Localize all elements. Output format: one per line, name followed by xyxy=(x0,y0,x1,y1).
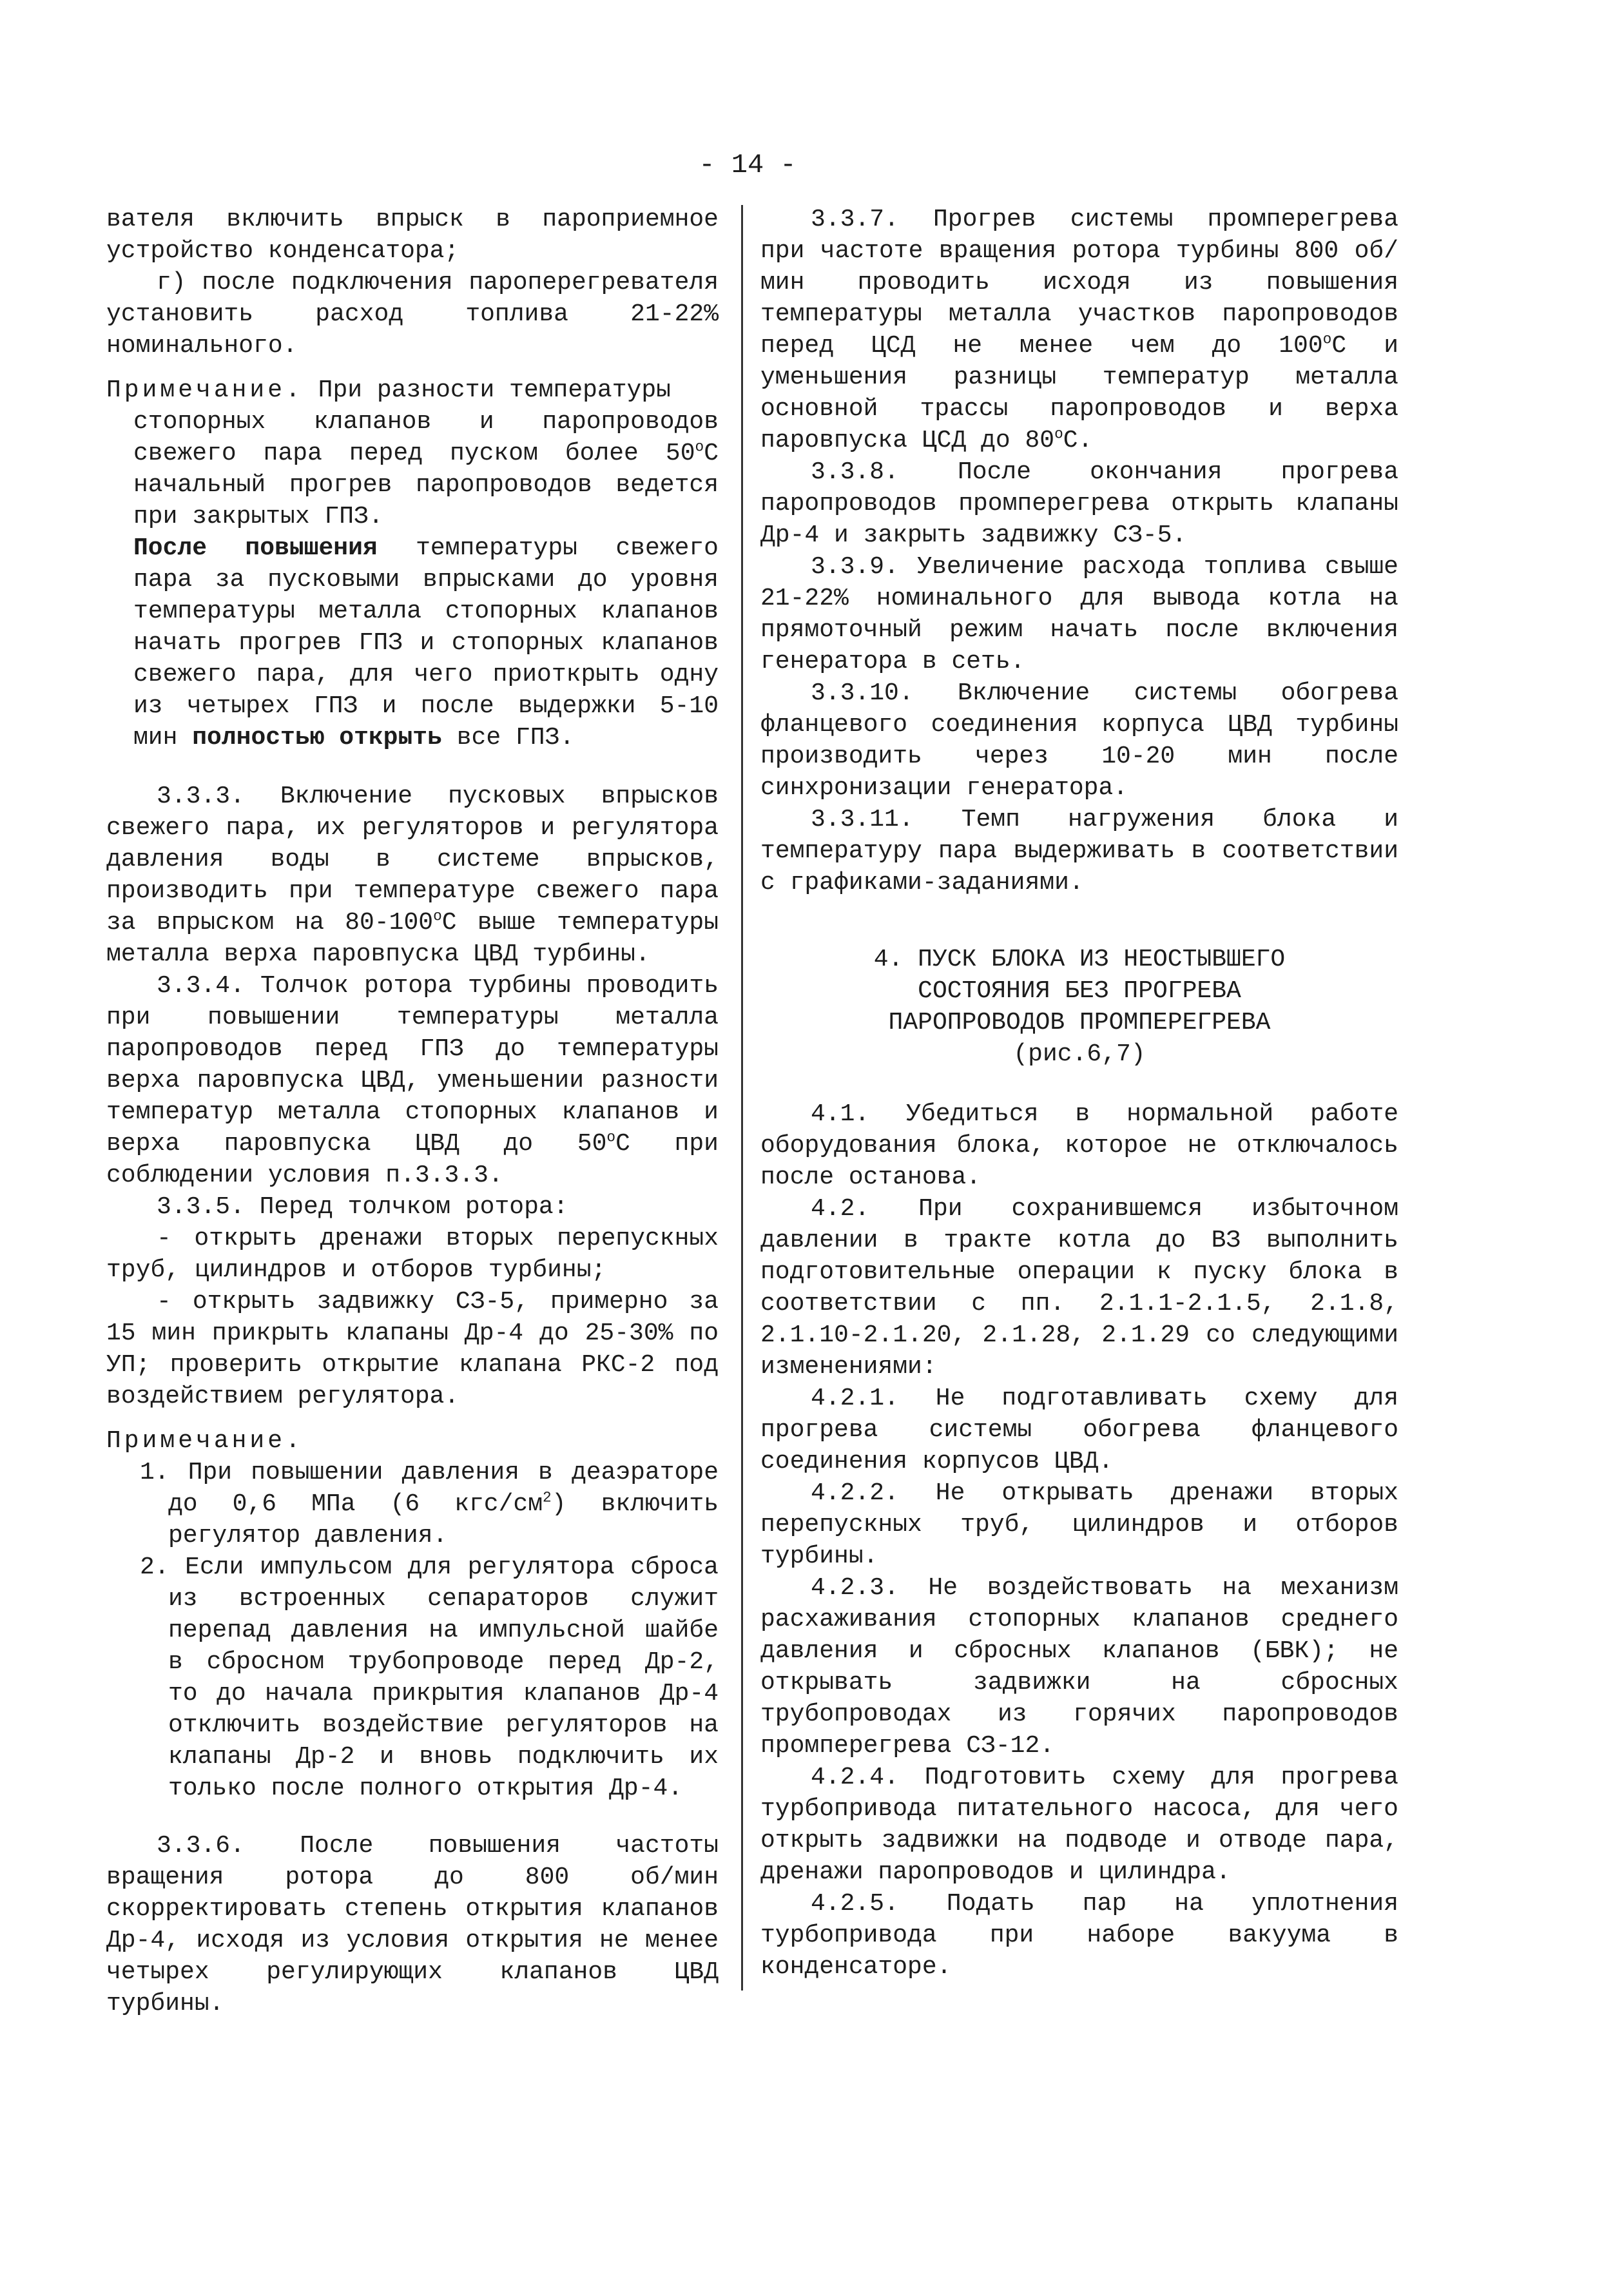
text: С. xyxy=(1063,427,1093,454)
section-heading-line: СОСТОЯНИЯ БЕЗ ПРОГРЕВА xyxy=(918,977,1241,1005)
paragraph: 4.2.1. Не подготавливать схему для прогрева системы обогрева фланцевого соединения корпусов ЦВД. xyxy=(760,1385,1398,1475)
power-sup: 2 xyxy=(543,1489,552,1506)
note-first-line xyxy=(106,375,719,406)
text: 3.3.7. Прогрев системы промперегрева при частоте вращения ротора турбины 800 об/мин проводить исходя из повышения температуры металла участков паропроводов перед ЦСД не менее чем до 100 xyxy=(760,206,1398,360)
text: ) включить регулятор давления. xyxy=(168,1490,719,1550)
note-text: С начальный прогрев паропроводов ведется при закрытых ГПЗ. xyxy=(133,440,719,531)
paragraph xyxy=(106,970,719,1191)
degree-sup: о xyxy=(606,1129,616,1146)
paragraph: 4.1. Убедиться в нормальной работе оборудования блока, которое не отключалось после останова. xyxy=(760,1100,1398,1191)
paragraph: 3.3.8. После окончания прогрева паропроводов промперегрева открыть клапаны Др-4 и закрыть задвижку СЗ-5. xyxy=(760,458,1398,549)
paragraph: 4.2.4. Подготовить схему для прогрева турбопривода питательного насоса, для чего открыть задвижки на подводе и отводе пара, дренажи паропроводов и цилиндра. xyxy=(760,1764,1398,1886)
section-heading xyxy=(760,944,1398,1070)
paragraph: 3.3.9. Увеличение расхода топлива свыше 21-22% номинального для вывода котла на прямоточный режим начать после включения генератора в сеть. xyxy=(760,553,1398,676)
paragraph: 4.2.5. Подать пар на уплотнения турбопривода при наборе вакуума в конденсаторе. xyxy=(760,1890,1398,1981)
paragraph xyxy=(106,781,719,970)
paragraph: - открыть задвижку СЗ-5, примерно за 15 мин прикрыть клапаны Др-4 до 25-30% по УП; проверить открытие клапана РКС-2 под воздействием регулятора. xyxy=(106,1288,719,1410)
paragraph: вателя включить впрыск в пароприемное устройство конденсатора; xyxy=(106,206,719,265)
paragraph: 3.3.11. Темп нагружения блока и температуру пара выдерживать в соответствии с графиками-заданиями. xyxy=(760,806,1398,897)
section-heading-line: 4. ПУСК БЛОКА ИЗ НЕОСТЫВШЕГО xyxy=(873,946,1286,973)
note-heading: Примечание. xyxy=(106,1427,304,1455)
text: 3.3.3. Включение пусковых впрысков свежего пара, их регуляторов и регулятора давления воды в системе впрысков, производить при температуре свежего пара за впрыском на 80-100 xyxy=(106,783,719,937)
section-heading-line: ПАРОПРОВОДОВ ПРОМПЕРЕГРЕВА xyxy=(888,1009,1271,1037)
bold-text: После повышения xyxy=(133,534,378,562)
note-paragraph xyxy=(106,406,719,532)
paragraph xyxy=(760,204,1398,456)
left-column xyxy=(106,204,719,2020)
note-heading: Примечание. xyxy=(106,376,304,404)
degree-sup: о xyxy=(695,438,704,456)
note-block xyxy=(106,375,719,754)
text: 3.3.4. Толчок ротора турбины проводить при повышении температуры металла паропроводов перед ГПЗ до температуры верха паровпуска ЦВД, уменьшении разности температур металла стопорных клапанов и верха паровпуска ЦВД до 50 xyxy=(106,972,719,1158)
paragraph: 4.2.2. Не открывать дренажи вторых перепускных труб, цилиндров и отборов турбины. xyxy=(760,1479,1398,1570)
note-text: температуры свежего пара за пусковыми впрысками до уровня температуры металла стопорных клапанов начать прогрев ГПЗ и стопорных клапанов свежего пара, для чего приоткрыть одну из четырех ГПЗ и после выдержки 5-10 мин xyxy=(133,534,719,752)
note-text: При разности температуры xyxy=(318,376,671,404)
note-text: стопорных клапанов и паропроводов свежего пара перед пуском более 50 xyxy=(133,408,719,467)
right-column xyxy=(760,204,1398,1983)
text: С при соблюдении условия п.3.3.3. xyxy=(106,1130,719,1189)
paragraph: 4.2. При сохранившемся избыточном давлении в тракте котла до ВЗ выполнить подготовительные операции к пуску блока в соответствии с пп. 2.1.1-2.1.5, 2.1.8, 2.1.10-2.1.20, 2.1.28, 2.1.29 со следующими изменениями: xyxy=(760,1195,1398,1381)
degree-sup: о xyxy=(1054,425,1063,443)
column-divider xyxy=(741,205,743,1991)
note-text: все ГПЗ. xyxy=(456,724,575,752)
degree-sup: о xyxy=(433,908,442,925)
text: С и уменьшения разницы температур металла основной трассы паропроводов и верха паровпуска ЦСД до 80 xyxy=(760,332,1398,454)
paragraph: г) после подключения пароперегревателя установить расход топлива 21-22% номинального. xyxy=(106,269,719,360)
degree-sup: о xyxy=(1322,331,1332,348)
note-paragraph xyxy=(106,532,719,754)
page-number: - 14 - xyxy=(699,150,797,180)
note-list-item xyxy=(106,1457,719,1552)
paragraph: 3.3.6. После повышения частоты вращения ротора до 800 об/мин скорректировать степень открытия клапанов Др-4, исходя из условия открытия не менее четырех регулирующих клапанов ЦВД турбины. xyxy=(106,1832,719,2018)
note-list-item: 2. Если импульсом для регулятора сброса из встроенных сепараторов служит перепад давления на импульсной шайбе в сбросном трубопроводе перед Др-2, то до начала прикрытия клапанов Др-4 отключить воздействие регуляторов на клапаны Др-2 и вновь подключить их только после полного открытия Др-4. xyxy=(140,1553,719,1802)
paragraph: 4.2.3. Не воздействовать на механизм расхаживания стопорных клапанов среднего давления и сбросных клапанов (БВК); не открывать задвижки на сбросных трубопроводах из горячих паропроводов промперегрева СЗ-12. xyxy=(760,1574,1398,1760)
paragraph: 3.3.5. Перед толчком ротора: xyxy=(157,1193,568,1221)
paragraph: - открыть дренажи вторых перепускных труб, цилиндров и отборов турбины; xyxy=(106,1225,719,1284)
text: С выше температуры металла верха паровпуска ЦВД турбины. xyxy=(106,909,719,968)
paragraph: 3.3.10. Включение системы обогрева фланцевого соединения корпуса ЦВД турбины производить через 10-20 мин после синхронизации генератора. xyxy=(760,679,1398,802)
section-heading-figref: (рис.6,7) xyxy=(1013,1040,1146,1068)
text: 1. При повышении давления в деаэраторе до 0,6 МПа (6 кгс/см xyxy=(140,1459,719,1518)
note-block xyxy=(106,1425,719,1804)
bold-text: полностью открыть xyxy=(192,724,442,752)
